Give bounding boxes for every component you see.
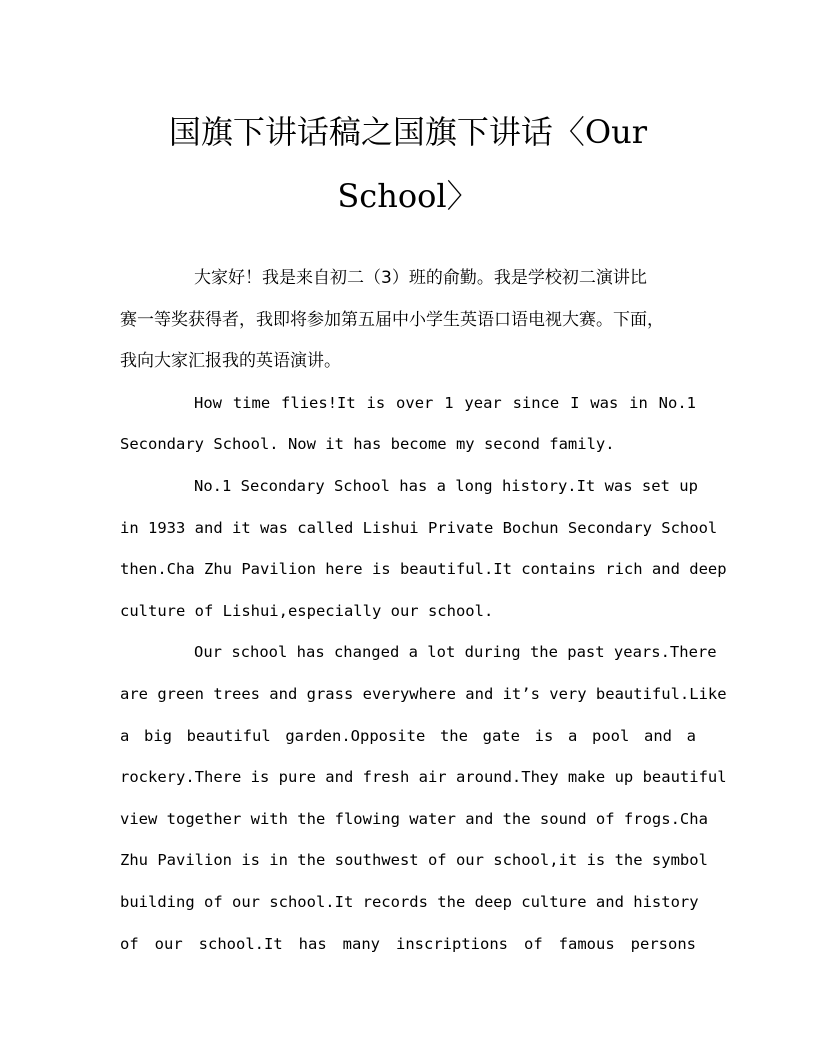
- paragraph-line: culture of Lishui,especially our school.: [120, 601, 494, 620]
- paragraph-line: 赛一等奖获得者，我即将参加第五届中小学生英语口语电视大赛。下面，: [120, 309, 664, 330]
- paragraph-line: Our school has changed a lot during the past years.There: [194, 643, 717, 662]
- paragraph-line: No.1 Secondary School has a long history.It was set up: [194, 476, 698, 495]
- paragraph-line: 大家好！我是来自初二（3）班的俞勤。我是学校初二演讲比: [194, 268, 647, 288]
- title-line-1: 国旗下讲话稿之国旗下讲话〈Our: [168, 113, 648, 151]
- document-title: [120, 100, 696, 228]
- paragraph-line: view together with the flowing water and the sound of frogs.Cha: [120, 809, 708, 828]
- paragraph-line: Zhu Pavilion is in the southwest of our school,it is the symbol: [120, 851, 708, 870]
- paragraph-line: then.Cha Zhu Pavilion here is beautiful.It contains rich and deep: [120, 560, 727, 579]
- paragraph-line: rockery.There is pure and fresh air around.They make up beautiful: [120, 768, 727, 787]
- title-line-2: School〉: [337, 177, 479, 215]
- paragraph-line: in 1933 and it was called Lishui Private Bochun Secondary School: [120, 518, 718, 537]
- paragraph-line: a big beautiful garden.Opposite the gate is a pool and a: [120, 726, 696, 745]
- paragraph-line: building of our school.It records the deep culture and history: [120, 892, 699, 911]
- paragraph-line: Secondary School. Now it has become my second family.: [120, 435, 615, 454]
- document-body: [120, 258, 727, 965]
- paragraph-line: are green trees and grass everywhere and it’s very beautiful.Like: [120, 684, 727, 703]
- paragraph-line: How time flies!It is over 1 year since I was in No.1: [194, 393, 696, 412]
- paragraph-line: of our school.It has many inscriptions of famous persons: [120, 934, 696, 953]
- paragraph-line: 我向大家汇报我的英语演讲。: [120, 351, 341, 372]
